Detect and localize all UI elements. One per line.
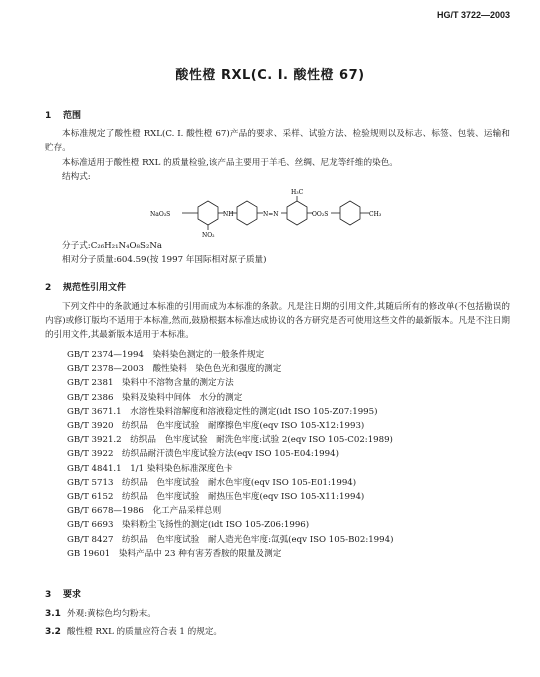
normative-references-paragraph: 下列文件中的条款通过本标准的引用而成为本标准的条款。凡是注日期的引用文件,其随后所有的修改单(不包括勘误的内容)或修订版均不适用于本标准,然而,鼓励根据本标准达成协议的各方研究是否可使用这些文件的最新版本。凡是不注日期的引用文件,其最新版本适用于本标准。 <box>45 302 510 341</box>
list-item: GB/T 6152 纺织品 色牢度试验 耐热压色牢度(eqv ISO 105-X11:1994) <box>67 492 365 503</box>
list-item: GB/T 5713 纺织品 色牢度试验 耐水色牢度(eqv ISO 105-E01:1994) <box>67 477 357 488</box>
list-item: GB/T 8427 纺织品 色牢度试验 耐人造光色牢度:氙弧(eqv ISO 105-B02:1994) <box>67 534 394 545</box>
scope-paragraph-1: 本标准规定了酸性橙 RXL(C. I. 酸性橙 67)产品的要求、采样、试验方法、检验规则以及标志、标签、包装、运输和贮存。 <box>45 129 510 154</box>
benzene-ring-2 <box>237 201 257 225</box>
list-item: GB/T 6693 染料粉尘飞扬性的测定(idt ISO 105-Z06:1996) <box>67 520 310 531</box>
scope-paragraph-2: 本标准适用于酸性橙 RXL 的质量检验,该产品主要用于羊毛、丝绸、尼龙等纤维的染色。 <box>62 158 398 168</box>
ester-group-label: OO₂S <box>312 211 329 218</box>
molecular-formula: C₂₆H₂₁N₄O₈S₂Na <box>90 241 162 251</box>
methyl-top-label: H₃C <box>291 189 304 196</box>
section-number: 1 <box>45 111 52 121</box>
nitro-group-label: NO₂ <box>202 232 215 238</box>
requirement-item-1 <box>45 607 510 621</box>
nh-group-label: NH <box>223 211 234 218</box>
section-3-heading <box>45 587 81 600</box>
benzene-ring-4 <box>340 201 360 225</box>
section-number: 3 <box>45 590 52 600</box>
clause-number: 3.1 <box>45 609 61 619</box>
benzene-ring-3 <box>287 201 307 225</box>
section-number: 2 <box>45 283 52 293</box>
section-title: 规范性引用文件 <box>63 283 127 293</box>
section-2-heading <box>45 280 126 293</box>
list-item: GB/T 2381 染料中不溶物含量的测定方法 <box>67 378 234 389</box>
clause-text: 酸性橙 RXL 的质量应符合表 1 的规定。 <box>67 627 223 637</box>
list-item: GB/T 4841.1 1/1 染料染色标准深度色卡 <box>67 463 233 474</box>
list-item: GB/T 2374—1994 染料染色测定的一般条件规定 <box>67 350 265 360</box>
clause-text: 外观:黄棕色均匀粉末。 <box>67 609 156 619</box>
sulfonate-group-label: NaO₃S <box>150 211 171 218</box>
molecular-formula-line <box>62 239 162 253</box>
list-item: GB/T 3921.2 纺织品 色牢度试验 耐洗色牢度:试验 2(eqv ISO 105-C02:1989) <box>67 435 393 446</box>
molecular-mass: 相对分子质量:604.59(按 1997 年国际相对原子质量) <box>62 255 267 265</box>
list-item: GB/T 3922 纺织品耐汗渍色牢度试验方法(eqv ISO 105-E04:1994) <box>67 449 339 460</box>
reference-list <box>67 348 517 561</box>
benzene-ring-1 <box>198 201 218 225</box>
molecular-formula-label: 分子式: <box>62 241 91 251</box>
section-title: 要求 <box>63 590 82 600</box>
azo-group-label: N=N <box>263 211 279 218</box>
list-item: GB/T 2378—2003 酸性染料 染色色光和强度的测定 <box>67 364 282 375</box>
structural-formula <box>150 186 400 238</box>
list-item: GB/T 2386 染料及染料中间体 水分的测定 <box>67 392 243 403</box>
standard-number: HG/T 3722—2003 <box>436 10 510 20</box>
clause-number: 3.2 <box>45 627 61 637</box>
list-item: GB/T 6678—1986 化工产品采样总则 <box>67 506 222 517</box>
section-1-heading <box>45 108 81 121</box>
section-title: 范围 <box>63 111 82 121</box>
page-title: 酸性橙 RXL(C. I. 酸性橙 67) <box>175 68 365 83</box>
list-item: GB 19601 染料产品中 23 种有害芳香胺的限量及测定 <box>67 548 282 559</box>
requirement-item-2 <box>45 625 510 639</box>
structure-label: 结构式: <box>62 172 91 182</box>
list-item: GB/T 3920 纺织品 色牢度试验 耐摩擦色牢度(eqv ISO 105-X12:1993) <box>67 421 365 432</box>
list-item: GB/T 3671.1 水溶性染料溶解度和溶液稳定性的测定(idt ISO 105-Z07:1995) <box>67 406 378 417</box>
methyl-right-label: CH₃ <box>369 211 382 218</box>
